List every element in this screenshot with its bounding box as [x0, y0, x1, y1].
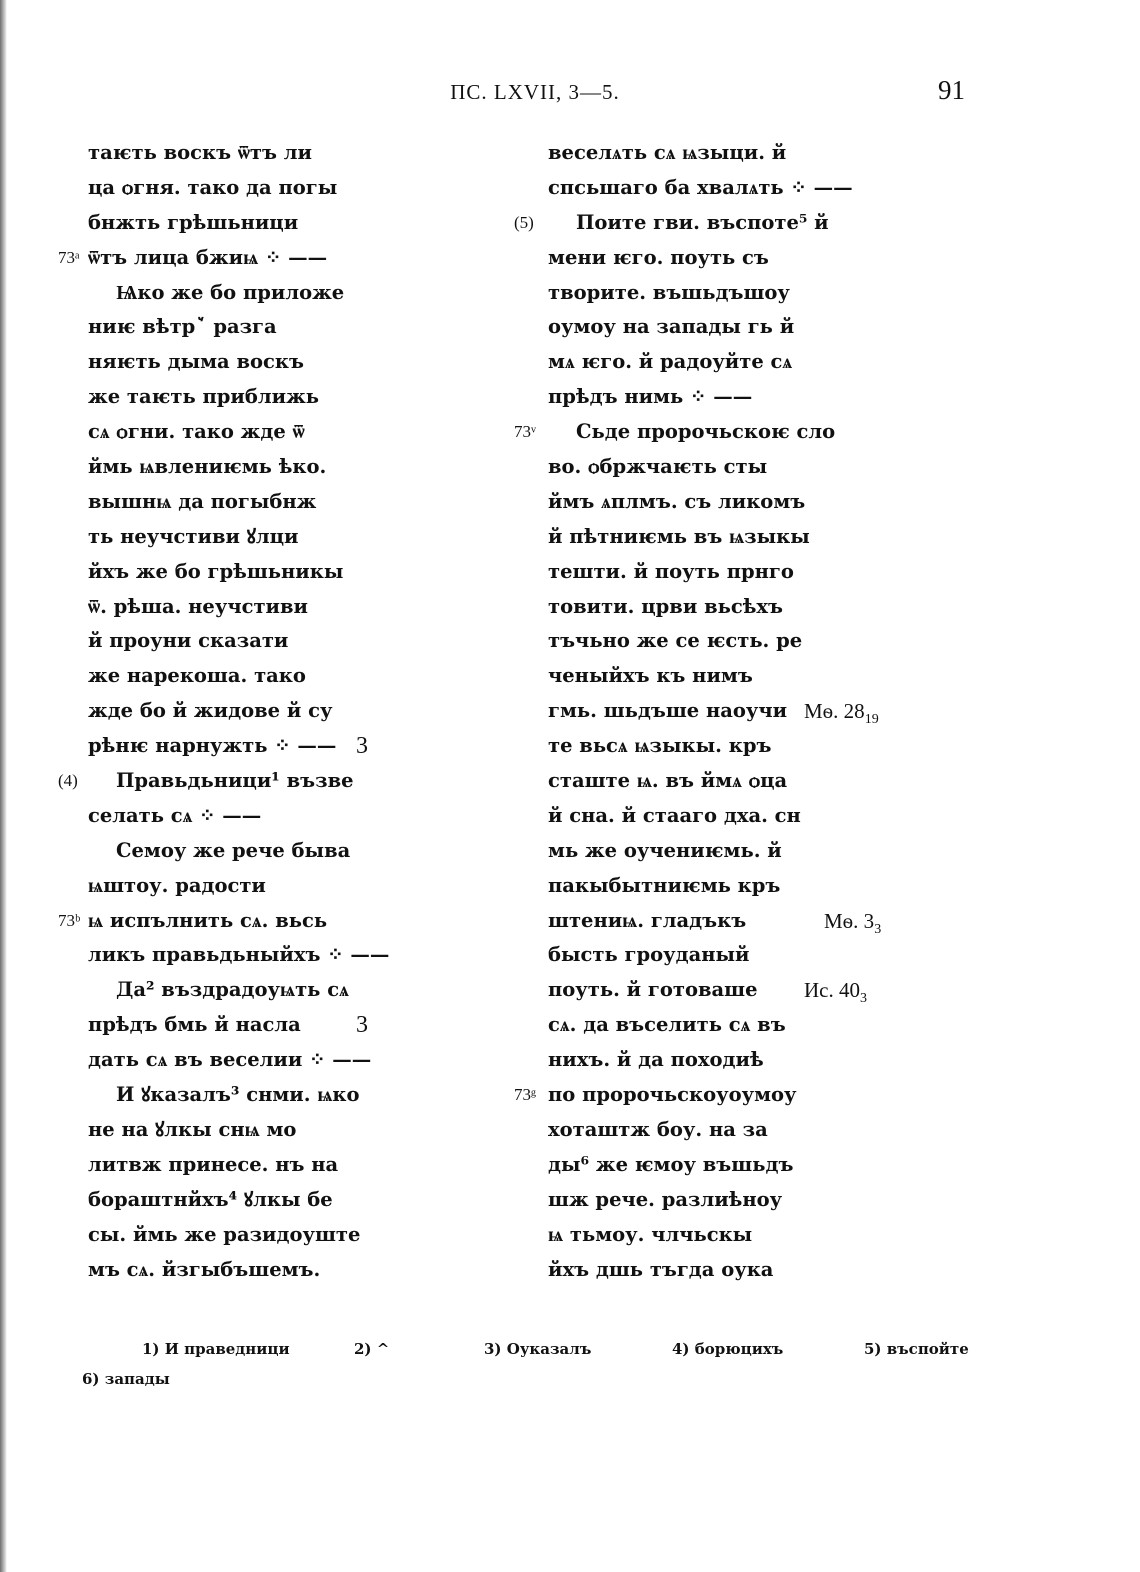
line-text: же нарекоша. тако [88, 664, 306, 688]
line-text: ликъ правьдьныйхъ ⁘ —— [88, 943, 390, 967]
right-text-column [514, 136, 888, 1287]
page-number: 91 [938, 75, 965, 105]
line-text: Правьдьници¹ възве [116, 769, 354, 793]
line-text: штениѩ. гладъкъ [548, 908, 747, 932]
margin-marker: 73ᵇ [58, 910, 81, 930]
line-text: ды⁶ же ѥмоу въшьдъ [548, 1152, 794, 1176]
left-text-line [58, 904, 418, 939]
line-text: селать сѧ ⁘ —— [88, 803, 262, 827]
line-text: же таѥть приближь [88, 385, 320, 409]
right-text-line [548, 1148, 888, 1183]
line-text: жде бо й жидове й су [88, 699, 333, 723]
footnote-6: 6) запады [82, 1370, 170, 1388]
left-text-line [88, 659, 418, 694]
scripture-reference-main: Мѳ. 3 [824, 908, 875, 933]
line-text: таѥть воскъ ѿтъ ли [88, 141, 312, 164]
left-text-line [88, 276, 418, 311]
right-text-line [548, 555, 888, 590]
line-text: сы. ймь же разидоуште [88, 1222, 361, 1246]
left-text-line [58, 764, 418, 799]
left-text-line [88, 973, 418, 1008]
right-text-line [548, 345, 888, 380]
line-text: ѿтъ лица бжиѩ ⁘ —— [88, 245, 328, 269]
right-text-line [548, 590, 888, 625]
line-text: рѣнѥ нарнужть ⁘ —— [88, 734, 337, 758]
scripture-reference-main: Мѳ. 28 [804, 699, 865, 724]
line-text: ймъ ѧплмъ. съ ликомъ [548, 489, 806, 513]
footnote-1: 1) И праведници [142, 1340, 290, 1358]
right-text-line [514, 206, 888, 241]
right-text-line [548, 694, 888, 729]
left-text-line [88, 206, 418, 241]
left-text-column [58, 136, 418, 1287]
right-text-line [514, 1078, 888, 1113]
right-text-line [548, 624, 888, 659]
footnote-3: 3) Оуказалъ [484, 1340, 592, 1358]
line-text: прѣдъ бмь й насла [88, 1013, 301, 1037]
footnote-5: 5) въспойте [864, 1340, 969, 1358]
scripture-reference-verse: 3 [860, 991, 867, 1007]
line-text: бнжть грѣшьници [88, 210, 299, 234]
line-text: сѧ ѻгни. тако жде ѿ [88, 420, 305, 444]
line-text: поуть. й готоваше [548, 978, 758, 1002]
line-text: спсьшаго ба хвалѧть ⁘ —— [548, 175, 853, 199]
left-text-line [88, 345, 418, 380]
line-text: тешти. й поуть прнго [548, 559, 794, 583]
right-text-line [548, 904, 888, 939]
right-text-line [548, 1183, 888, 1218]
line-text: И ꙋказалъ³ снми. ѩко [116, 1083, 360, 1107]
line-text: бысть гроуданый [548, 943, 750, 967]
left-text-line [88, 1113, 418, 1148]
line-text: ниѥ вѣтрꙿ разга [88, 315, 277, 339]
left-text-line [58, 241, 418, 276]
line-text: вышнѩ да погыбнж [88, 489, 317, 513]
line-text: нихъ. й да походиѣ [548, 1048, 764, 1072]
right-text-line [514, 415, 888, 450]
line-text: сташте ѩ. въ ймѧ ѻца [548, 769, 788, 793]
left-text-line [88, 520, 418, 555]
footnote-2: 2) ^ [354, 1340, 390, 1358]
line-text: по пророчьскоуоумоу [548, 1083, 797, 1107]
line-text: творите. въшьдъшоу [548, 280, 790, 304]
line-text: ца ѻгня. тако да погы [88, 175, 338, 199]
left-text-line [88, 938, 418, 973]
right-text-line [548, 1043, 888, 1078]
right-text-line [548, 276, 888, 311]
right-text-line [548, 241, 888, 276]
running-header: ПС. LXVII, 3—5. [450, 80, 620, 104]
left-text-line [88, 624, 418, 659]
line-text: ѩштоу. радости [88, 873, 266, 897]
right-text-line [548, 136, 888, 171]
line-text: во. ѻбржчаѥть сты [548, 455, 768, 479]
right-text-line [548, 729, 888, 764]
line-text: йхъ же бо грѣшьникы [88, 559, 344, 583]
scripture-reference-verse: 3 [874, 921, 882, 937]
right-text-line [548, 659, 888, 694]
right-text-line [548, 171, 888, 206]
line-text: гмь. шьдъше наоучи [548, 699, 788, 723]
right-text-line [548, 1008, 888, 1043]
line-text: те вьсѧ ѩзыкы. кръ [548, 734, 772, 758]
scripture-reference-verse: 19 [864, 712, 879, 728]
line-text: ѿ. рѣша. неучстиви [88, 594, 309, 618]
line-text: товити. црви вьсѣхъ [548, 594, 784, 618]
left-text-line [88, 415, 418, 450]
left-text-line [88, 1253, 418, 1288]
left-text-line [88, 729, 418, 764]
right-text-line [548, 450, 888, 485]
line-text: няѥть дыма воскъ [88, 350, 304, 374]
line-text: дать сѧ въ веселии ⁘ —— [88, 1048, 372, 1072]
line-text: мени ѥго. поуть съ [548, 245, 769, 269]
left-text-line [88, 869, 418, 904]
left-text-line [88, 1008, 418, 1043]
left-text-line [88, 834, 418, 869]
margin-note: 3 [356, 733, 368, 760]
line-text: й пѣтниѥмь въ ѩзыкы [548, 524, 810, 548]
right-text-line [548, 1218, 888, 1253]
left-text-line [88, 380, 418, 415]
right-text-line [548, 520, 888, 555]
line-text: ѩ тьмоу. члчьскы [548, 1222, 753, 1246]
left-text-line [88, 136, 418, 171]
line-text: пакыбытниѥмь кръ [548, 873, 781, 897]
line-text: ѩ испълнить сѧ. вьсь [88, 908, 328, 932]
line-text: Да² въздрадоуѩть сѧ [116, 978, 349, 1002]
left-text-line [88, 799, 418, 834]
line-text: ймь ѩвлениѥмь ѣко. [88, 455, 327, 479]
line-text: литвж принесе. нъ на [88, 1152, 339, 1176]
left-text-line [88, 694, 418, 729]
left-text-line [88, 1183, 418, 1218]
left-text-line [88, 555, 418, 590]
footnote-4: 4) борюцихъ [672, 1340, 784, 1358]
line-text: прѣдъ нимь ⁘ —— [548, 385, 753, 409]
right-text-line [548, 799, 888, 834]
left-text-line [88, 1218, 418, 1253]
line-text: й сна. й стааго дха. сн [548, 803, 801, 827]
left-text-line [88, 1043, 418, 1078]
left-text-line [88, 171, 418, 206]
right-text-line [548, 1253, 888, 1288]
line-text: хоташтж боу. на за [548, 1117, 768, 1141]
line-text: оумоу на запады гь й [548, 315, 795, 339]
right-text-line [548, 973, 888, 1008]
line-text: ченыйхъ къ нимъ [548, 664, 753, 688]
line-text: ть неучстиви ꙋлци [88, 524, 299, 548]
line-text: веселѧть сѧ ѩзыци. й [548, 141, 787, 164]
right-text-line [548, 764, 888, 799]
line-text: не на ꙋлкы снѩ мо [88, 1117, 297, 1141]
line-text: сѧ. да въселить сѧ въ [548, 1013, 786, 1037]
line-text: мѧ ѥго. й радоуйте сѧ [548, 350, 793, 374]
margin-marker: (4) [58, 771, 78, 791]
left-text-line [88, 485, 418, 520]
line-text: Поите гви. въспоте⁵ й [576, 210, 829, 234]
page-spine-edge [0, 0, 7, 1572]
line-text: Ѩко же бо приложе [116, 280, 345, 304]
right-text-line [548, 834, 888, 869]
left-text-line [88, 1148, 418, 1183]
margin-marker: 73ᵍ [514, 1085, 537, 1105]
line-text: йхъ дшь тъгда оука [548, 1257, 774, 1281]
line-text: шж рече. разлиѣноу [548, 1187, 783, 1211]
scripture-reference-main: Ис. 40 [804, 978, 860, 1003]
line-text: борaштнйхъ⁴ ꙋлкы бе [88, 1187, 333, 1211]
right-text-line [548, 380, 888, 415]
line-text: Семоу же рече быва [116, 838, 351, 862]
line-text: мъ сѧ. йзгыбъшемъ. [88, 1257, 321, 1281]
left-text-line [88, 310, 418, 345]
line-text: й проуни сказати [88, 629, 289, 653]
line-text: тъчьно же се ѥсть. ре [548, 629, 803, 653]
left-text-line [88, 450, 418, 485]
margin-marker: (5) [514, 212, 534, 232]
margin-marker: 73ᵛ [514, 422, 536, 442]
right-text-line [548, 485, 888, 520]
margin-note: 3 [356, 1012, 368, 1039]
left-text-line [88, 590, 418, 625]
right-text-line [548, 938, 888, 973]
right-text-line [548, 1113, 888, 1148]
line-text: Сьде пророчьскоѥ сло [576, 420, 836, 444]
margin-marker: 73ᵃ [58, 247, 80, 267]
left-text-line [88, 1078, 418, 1113]
right-text-line [548, 869, 888, 904]
line-text: мь же оучениѥмь. й [548, 838, 782, 862]
right-text-line [548, 310, 888, 345]
